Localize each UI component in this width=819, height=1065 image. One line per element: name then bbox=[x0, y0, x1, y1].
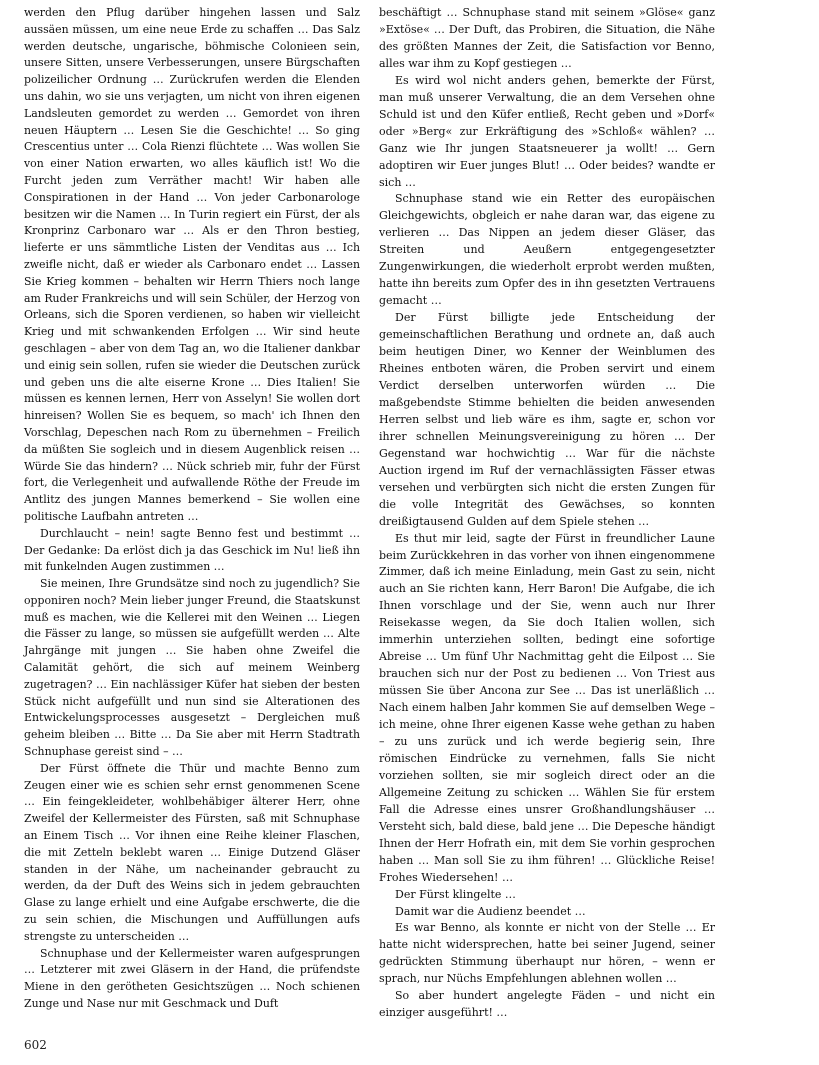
paragraph: Der Fürst öffnete die Thür und machte Benno zum Zeugen einer wie es schien sehr ernst genommenen Scene … Ein feingekleideter, wohlbehäbiger älterer Herr, ohne Zweifel der Kellermeister des Fürsten, saß mit Schnuphase an Einem Tisch … Vor ihnen eine Reihe kleiner Flaschen, die mit Zetteln beklebt waren … Einige Dutzend Gläser standen in der Nähe, um nacheinander gebraucht zu werden, da der Duft des Weins sich in jedem gebrauchten Glase zu lange erhielt und eine Aufgabe erschwerte, die die zu sein schien, die Mischungen und Auffüllungen aufs strengste zu unterscheiden … bbox=[24, 761, 360, 943]
paragraph: Es thut mir leid, sagte der Fürst in freundlicher Laune beim Zurückkehren in das vorher von ihnen eingenommene Zimmer, daß ich meine Einladung, mein Gast zu sein, nicht auch an Sie richten kann, Herr Baron! Die Aufgabe, die ich Ihnen vorschlage und der Sie, wenn auch nur Ihrer Reisekasse wegen, da Sie doch Italien wollen, sich immerhin unterziehen sollten, bedingt eine sofortige Abreise … Um fünf Uhr Nachmittag geht die Eilpost … Sie brauchen sich nur der Post zu bedienen … Von Triest aus müssen Sie über Ancona zur See … Das ist unerläßlich … Nach einem halben Jahr kommen Sie auf demselben Wege – ich meine, ohne Ihrer eigenen Kasse wehe gethan zu haben – zu uns zurück und ich werde begierig sein, Ihre römischen Eindrücke zu vernehmen, falls Sie nicht vorziehen sollten, sie mir sogleich direct oder an die Allgemeine Zeitung zu schicken … Wählen Sie für erstem Fall die Adresse eines unsrer Großhandlungshäuser … Versteht sich, bald diese, bald jene … Die Depesche händigt Ihnen der Herr Hofrath ein, mit dem Sie vorhin gesprochen haben … Man soll Sie zu ihm führen! … Glückliche Reise! Frohes Wiedersehen! … bbox=[379, 531, 715, 884]
paragraph: Schnuphase und der Kellermeister waren aufgesprungen … Letzterer mit zwei Gläsern in der Hand, die prüfendste Miene in den gerötheten Gesichtszügen … Noch schienen Zunge und Nase nur mit Geschmack und Duft bbox=[24, 946, 360, 1011]
page-number: 602 bbox=[24, 1038, 47, 1052]
paragraph: werden den Pflug darüber hingehen lassen und Salz aussäen müssen, um eine neue Erde zu schaffen … Das Salz werden deutsche, ungarische, böhmische Colonieen sein, unsere Sitten, unsere Verbesserungen, unsere Bürgschaften polizeilicher Ordnung … Zurückrufen werden die Elenden uns dahin, wo sie uns verjagten, um nicht von ihren eigenen Landsleuten gemordet zu werden … Gemordet von ihren neuen Häuptern … Lesen Sie die Geschichte! … So ging Crescentius unter … Cola Rienzi flüchtete … Was wollen Sie von einer Nation erwarten, wo alles käuflich ist! Wo die Furcht jeden zum Verräther macht! Wir haben alle Conspirationen in der Hand … Von jeder Carbonarologe besitzen wir die Namen … In Turin regiert ein Fürst, der als Kronprinz Carbonaro war … Als er den Thron bestieg, lieferte er uns sämmtliche Listen der Venditas aus … Ich zweifle nicht, daß er wieder als Carbonaro endet … Lassen Sie Krieg kommen – behalten wir Herrn Thiers noch lange am Ruder Frankreichs und will sein Schüler, der Herzog von Orleans, sich die Sporen verdienen, so haben wir vielleicht Krieg und mit schwankenden Erfolgen … Wir sind heute geschlagen – aber von dem Tag an, wo die Italiener dankbar und einig sein sollen, rufen sie wieder die Deutschen zurück und geben uns die alte eiserne Krone … Dies Italien! Sie müssen es kennen lernen, Herr von Asselyn! Sie wollen dort hinreisen? Wollen Sie es bequem, so mach' ich Ihnen den Vorschlag, Depeschen nach Rom zu übernehmen – Freilich da müßten Sie sogleich und in diesem Augenblick reisen … Würde Sie das hindern? … Nück schrieb mir, fuhr der Fürst fort, die Verlegenheit und aufwallende Röthe der Freude im Antlitz des jungen Mannes bemerkend – Sie wollen eine politische Laufbahn antreten … bbox=[24, 6, 360, 523]
paragraph: Der Fürst klingelte … bbox=[395, 887, 516, 901]
right-column bbox=[379, 5, 715, 1022]
paragraph: beschäftigt … Schnuphase stand mit seinem »Glöse« ganz »Extöse« … Der Duft, das Probiren, die Situation, die Nähe des größten Mannes der Zeit, die Satisfaction vor Benno, alles war ihm zu Kopf gestiegen … bbox=[379, 6, 715, 70]
paragraph: Durchlaucht – nein! sagte Benno fest und bestimmt … Der Gedanke: Da erlöst dich ja das Geschick im Nu! ließ ihn mit funkelnden Augen zustimmen … bbox=[24, 526, 360, 574]
paragraph: Schnuphase stand wie ein Retter des europäischen Gleichgewichts, obgleich er nahe daran war, das eigene zu verlieren … Das Nippen an jedem dieser Gläser, das Streiten und Aeußern entgegengesetzter Zungenwirkungen, die wiederholt erprobt werden mußten, hatte ihn bereits zum Opfer des in ihn gesetzten Vertrauens gemacht … bbox=[379, 192, 715, 308]
paragraph: So aber hundert angelegte Fäden – und nicht ein einziger ausgeführt! … bbox=[379, 989, 715, 1020]
left-column bbox=[24, 5, 360, 1013]
paragraph: Der Fürst billigte jede Entscheidung der gemeinschaftlichen Berathung und ordnete an, daß auch beim heutigen Diner, wo Kenner der Weinblumen des Rheines entboten wären, die Proben servirt und einem Verdict derselben unterworfen würden … Die maßgebendste Stimme behielten die beiden anwesenden Herren selbst und lieb wäre es ihm, sagte er, schon vor ihrer schnellen Meinungsvereinigung zu hören … Der Gegenstand war hochwichtig … War für die nächste Auction irgend im Ruf der vernachlässigten Fässer etwas versehen und verbürgten sich nicht die ersten Zungen für die volle Integrität des Gewächses, so konnten dreißigtausend Gulden auf dem Spiele stehen … bbox=[379, 311, 715, 528]
paragraph: Damit war die Audienz beendet … bbox=[395, 904, 586, 918]
paragraph: Es wird wol nicht anders gehen, bemerkte der Fürst, man muß unserer Verwaltung, die an dem Versehen ohne Schuld ist und den Küfer entließ, Recht geben und »Dorf« oder »Berg« zur Erkräftigung des »Schloß« wählen? … Ganz wie Ihr jungen Staatsneuerer ja wollt! … Gern adoptiren wir Euer junges Blut! … Oder beides? wandte er sich … bbox=[379, 73, 715, 189]
paragraph: Es war Benno, als konnte er nicht von der Stelle … Er hatte nicht widersprechen, hatte bei seiner Jugend, seiner gedrückten Stimmung überhaupt nur hören, – wenn er sprach, nur Nüchs Empfehlungen ablehnen wollen … bbox=[379, 921, 715, 986]
paragraph: Sie meinen, Ihre Grundsätze sind noch zu jugendlich? Sie opponiren noch? Mein lieber junger Freund, die Staatskunst muß es machen, wie die Kellerei mit den Weinen … Liegen die Fässer zu lange, so müssen sie aufgefüllt werden … Alte Jahrgänge mit jungen … Sie haben ohne Zweifel die Calamität gehört, die sich auf meinem Weinberg zugetragen? … Ein nachlässiger Küfer hat sieben der besten Stück nicht aufgefüllt und nun sind sie Alterationen des Entwickelungsprocesses ausgesetzt – Dergleichen muß geheim bleiben … Bitte … Da Sie aber mit Herrn Stadtrath Schnuphase gereist sind – … bbox=[24, 577, 360, 759]
